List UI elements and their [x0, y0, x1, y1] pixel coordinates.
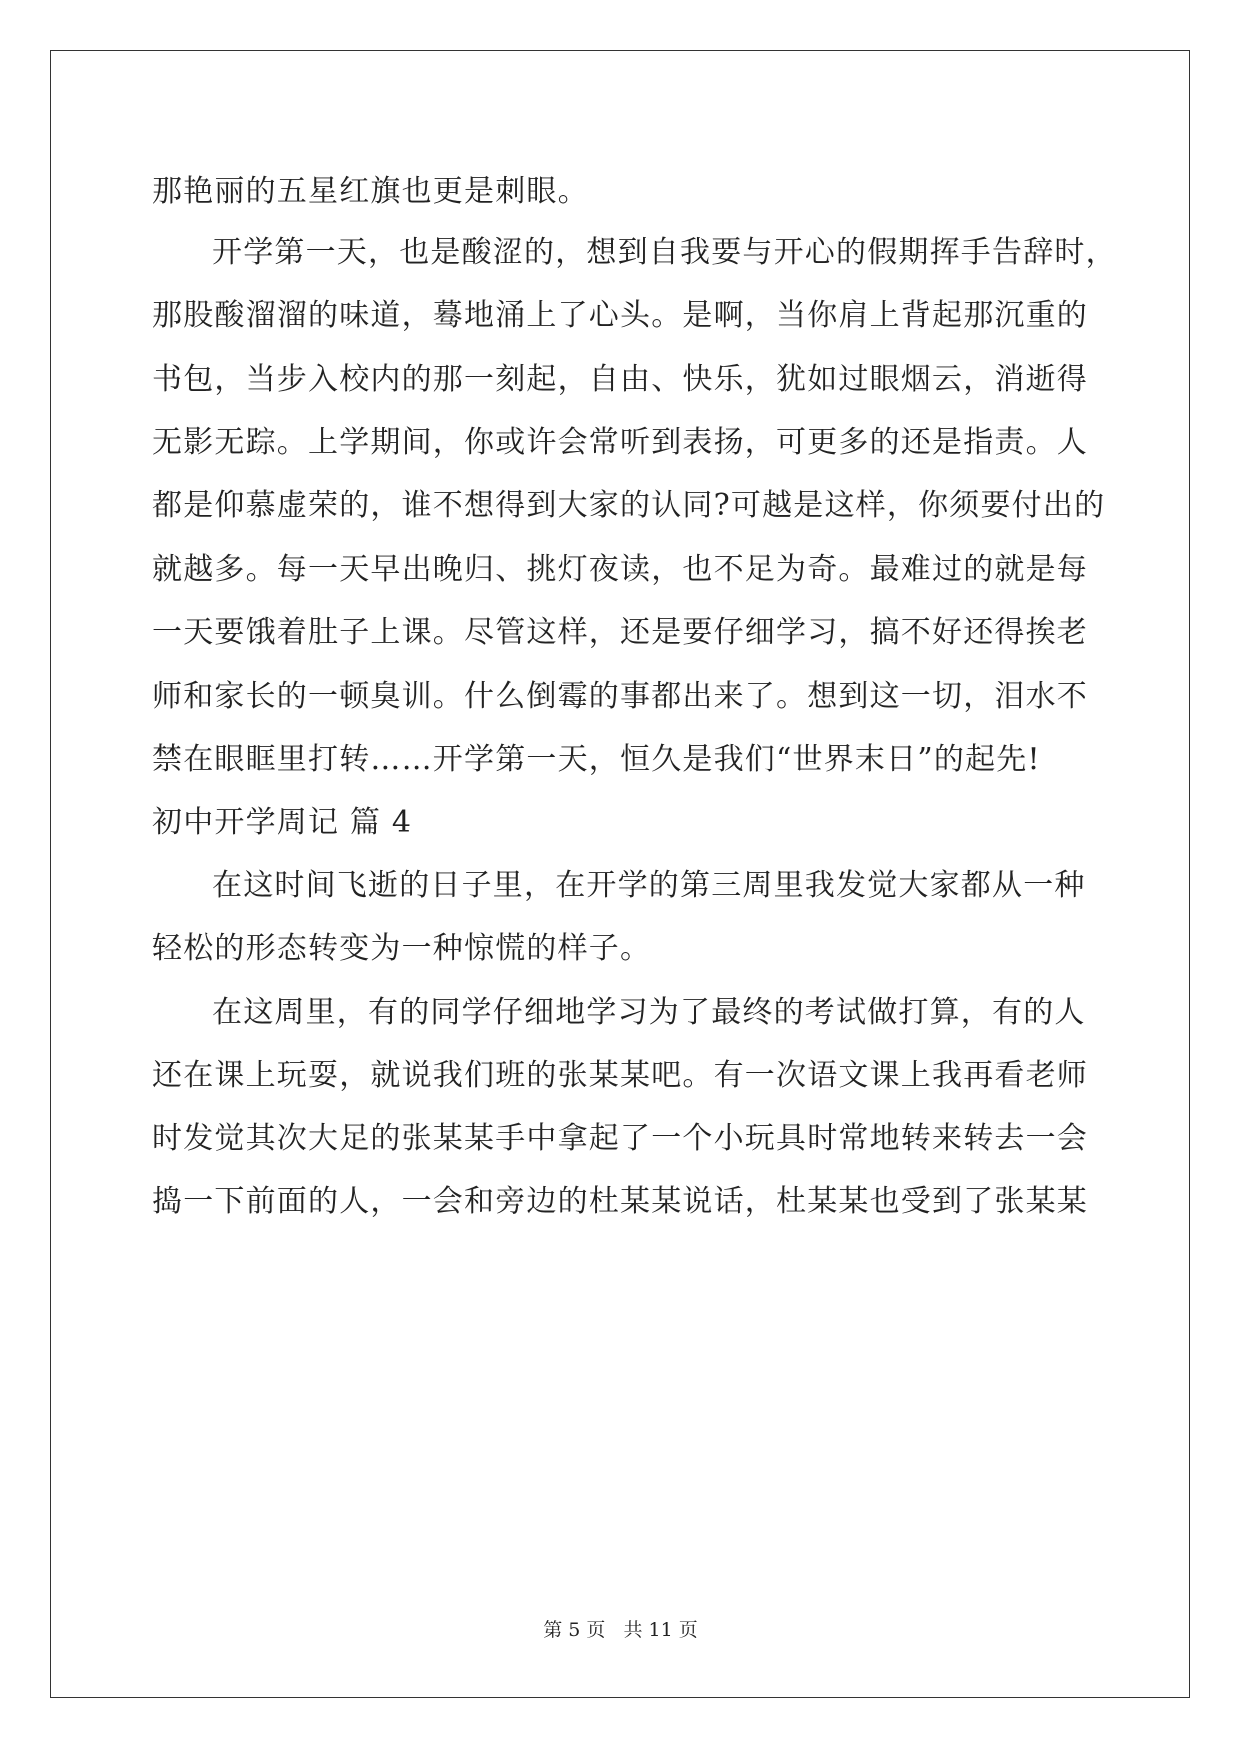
paragraph-first-line: 在这周里，有的同学仔细地学习为了最终的考试做打算，有的人 — [212, 995, 1086, 1030]
text-line: 还在课上玩耍，就说我们班的张某某吧。有一次语文课上我再看老师 — [152, 1058, 1088, 1093]
text-line: 师和家长的一顿臭训。什么倒霉的事都出来了。想到这一切，泪水不 — [152, 679, 1088, 714]
text-line: 无影无踪。上学期间，你或许会常听到表扬，可更多的还是指责。人 — [152, 425, 1088, 460]
text-line: 那艳丽的五星红旗也更是刺眼。 — [152, 174, 589, 209]
text-line: 一天要饿着肚子上课。尽管这样，还是要仔细学习，搞不好还得挨老 — [152, 615, 1088, 650]
text-line: 禁在眼眶里打转……开学第一天，恒久是我们“世界末日”的起先! — [152, 742, 1041, 777]
text-line: 轻松的形态转变为一种惊慌的样子。 — [152, 931, 652, 966]
text-line: 书包，当步入校内的那一刻起，自由、快乐，犹如过眼烟云，消逝得 — [152, 362, 1088, 397]
page-number-footer: 第 5 页 共 11 页 — [543, 1619, 698, 1641]
section-heading: 初中开学周记 篇 4 — [152, 805, 413, 840]
text-line: 都是仰慕虚荣的，谁不想得到大家的认同?可越是这样，你须要付出的 — [152, 488, 1106, 523]
paragraph-first-line: 开学第一天，也是酸涩的，想到自我要与开心的假期挥手告辞时， — [212, 235, 1117, 270]
text-line: 就越多。每一天早出晚归、挑灯夜读，也不足为奇。最难过的就是每 — [152, 552, 1088, 587]
text-line: 那股酸溜溜的味道，蓦地涌上了心头。是啊，当你肩上背起那沉重的 — [152, 298, 1088, 333]
text-line: 捣一下前面的人，一会和旁边的杜某某说话，杜某某也受到了张某某 — [152, 1184, 1088, 1219]
paragraph-first-line: 在这时间飞逝的日子里，在开学的第三周里我发觉大家都从一种 — [212, 868, 1086, 903]
text-line: 时发觉其次大足的张某某手中拿起了一个小玩具时常地转来转去一会 — [152, 1121, 1088, 1156]
